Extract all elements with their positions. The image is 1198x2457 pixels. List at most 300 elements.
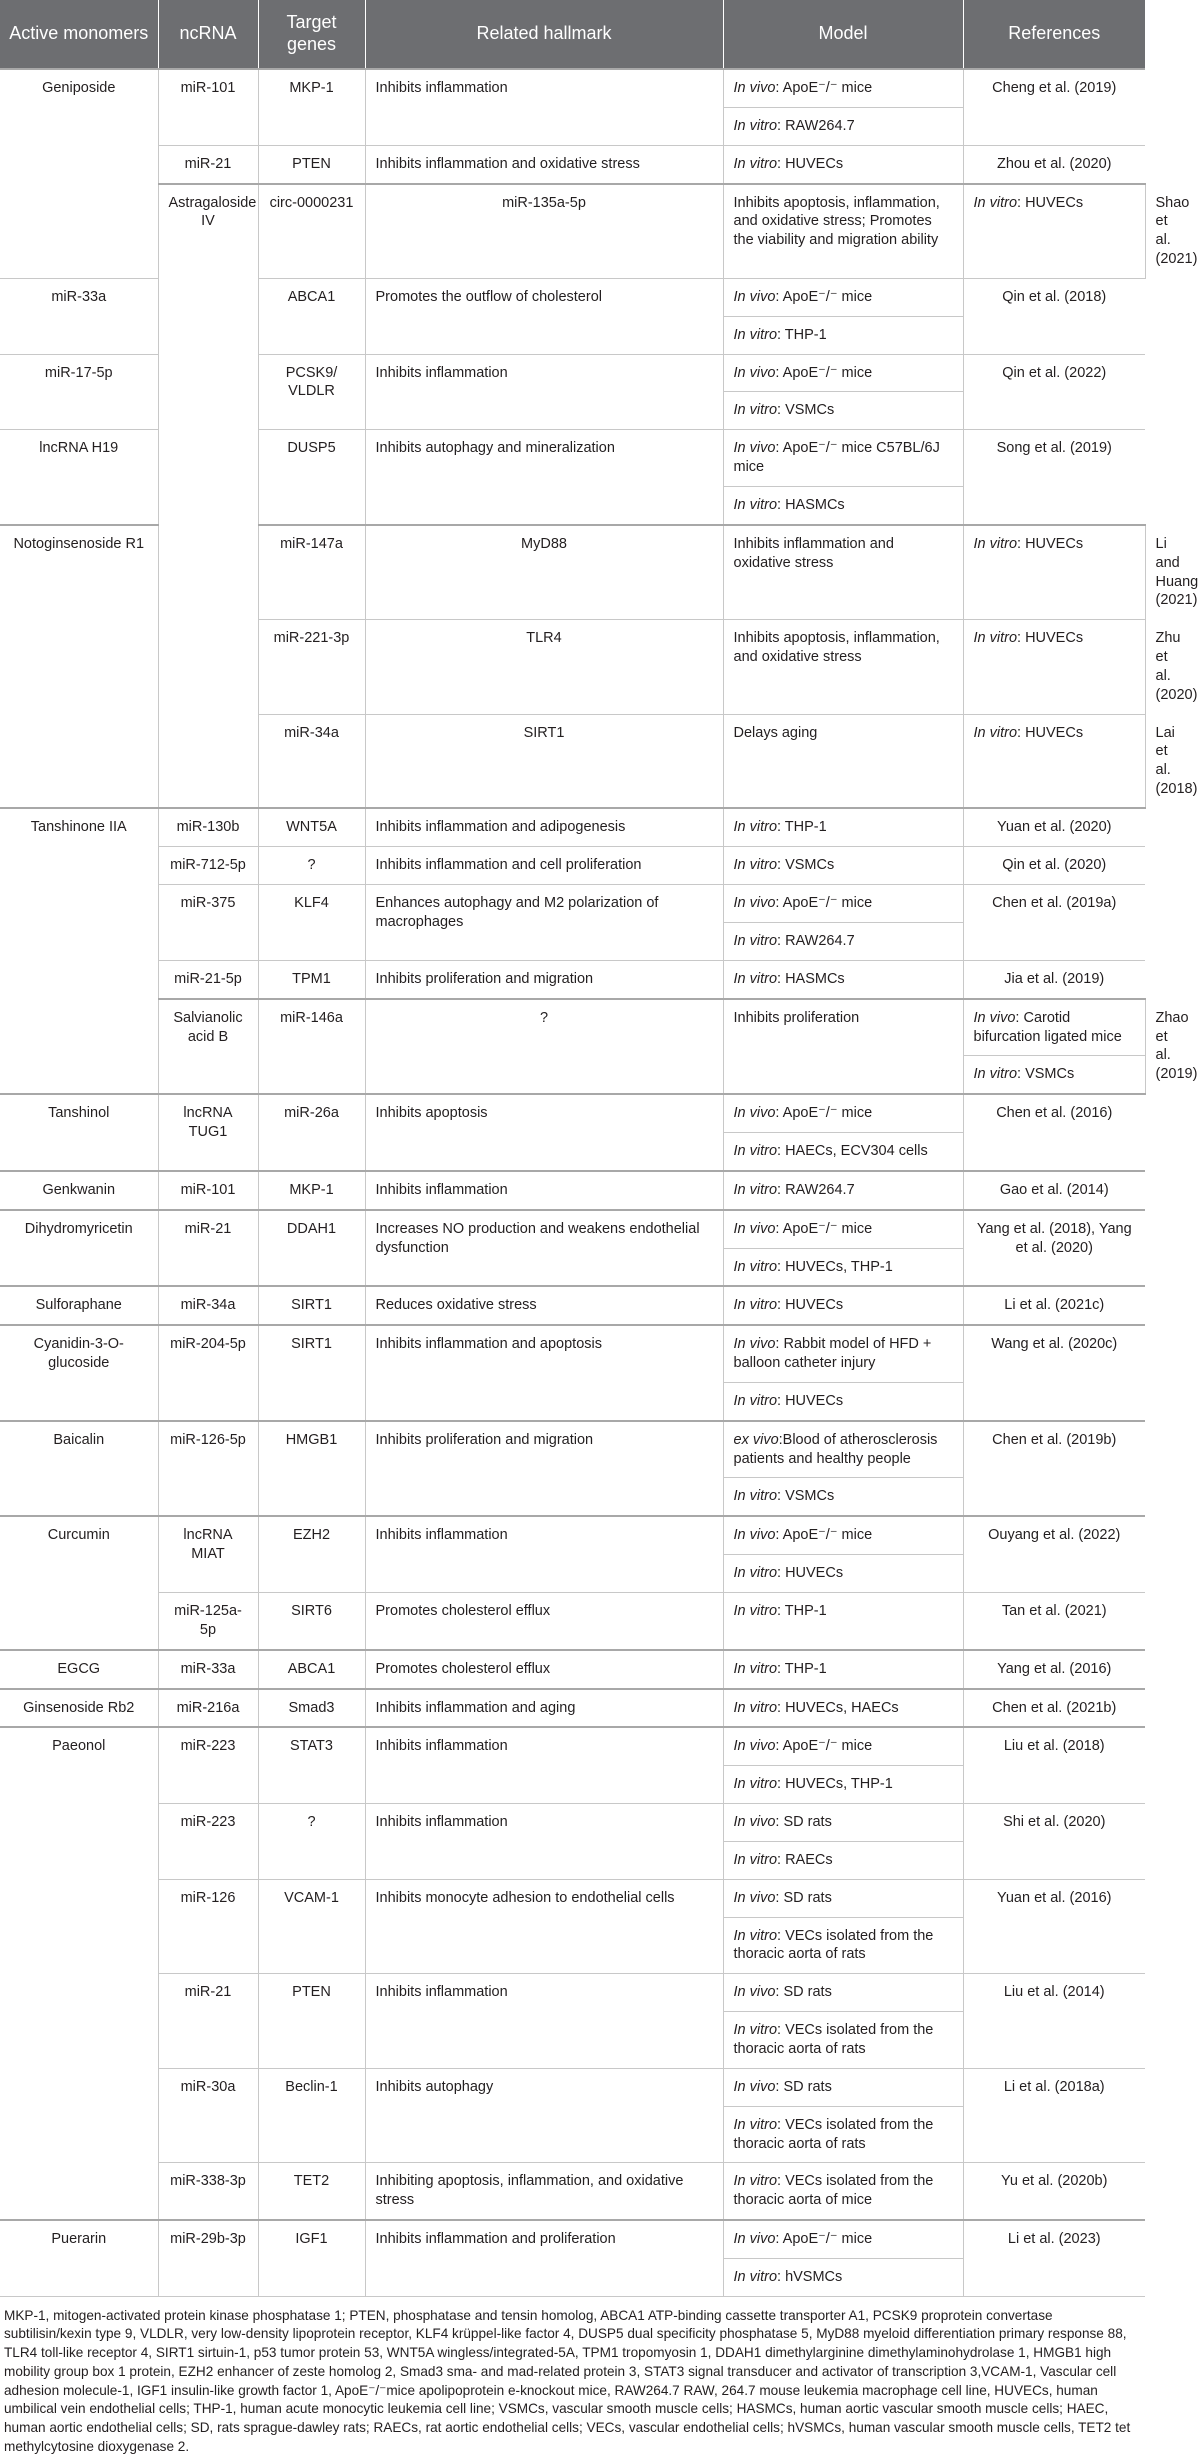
model-cell bbox=[963, 620, 1145, 714]
active-monomer-cell: Geniposide bbox=[0, 69, 158, 278]
hallmark-cell: Promotes cholesterol efflux bbox=[365, 1650, 723, 1689]
target-gene-cell: STAT3 bbox=[258, 1727, 365, 1803]
model-description: : HUVECs bbox=[1017, 194, 1084, 211]
table-body bbox=[0, 69, 1198, 2296]
ncrna-cell: miR-223 bbox=[158, 1804, 258, 1880]
model-line bbox=[734, 1983, 953, 2002]
model-description: : VSMCs bbox=[777, 402, 835, 419]
target-gene-cell: ? bbox=[365, 999, 723, 1095]
model-type-label: In vivo bbox=[733, 1527, 776, 1544]
hallmark-cell: Inhibits inflammation bbox=[365, 1516, 723, 1592]
model-line bbox=[734, 1813, 953, 1832]
ncrna-cell: miR-101 bbox=[158, 69, 258, 145]
reference-cell: Yang et al. (2018), Yang et al. (2020) bbox=[963, 1210, 1145, 1287]
hallmark-cell: Promotes the outflow of cholesterol bbox=[365, 278, 723, 354]
table-row bbox=[0, 808, 1145, 846]
table-row bbox=[0, 1210, 1145, 1287]
model-line bbox=[724, 316, 963, 345]
model-type-label: In vitro bbox=[733, 1776, 778, 1793]
model-description: : HUVECs, HAECs bbox=[777, 1699, 899, 1716]
active-monomer-cell: Tanshinol bbox=[0, 1094, 158, 1171]
model-type-label: In vitro bbox=[733, 1565, 778, 1582]
model-type-label: In vivo bbox=[973, 1009, 1016, 1026]
target-gene-cell: PTEN bbox=[258, 1974, 365, 2069]
model-cell bbox=[723, 1286, 963, 1325]
model-line bbox=[734, 1181, 953, 1200]
model-line bbox=[734, 288, 953, 307]
table-row: miR-34a SIRT1 Delays aging In vitro: HUVECs Lai et al. (2018) bbox=[0, 714, 1145, 808]
model-cell bbox=[723, 2220, 963, 2296]
model-cell bbox=[723, 885, 963, 961]
model-line bbox=[734, 1296, 953, 1315]
model-line bbox=[974, 1009, 1135, 1047]
ncrna-cell: miR-216a bbox=[158, 1689, 258, 1728]
table-row bbox=[0, 1650, 1145, 1689]
reference-cell: Li et al. (2018a) bbox=[963, 2068, 1145, 2163]
hallmark-cell: Inhibits apoptosis, inflammation, and oxidative stress; Promotes the viability and migration ability bbox=[723, 184, 963, 279]
active-monomer-cell: Dihydromyricetin bbox=[0, 1210, 158, 1287]
model-description: : VECs isolated from the thoracic aorta of rats bbox=[733, 2116, 934, 2152]
hallmark-cell: Inhibits inflammation and proliferation bbox=[365, 2220, 723, 2296]
table-row bbox=[0, 2220, 1145, 2296]
model-description: :Blood of atherosclerosis patients and healthy people bbox=[733, 1431, 938, 1467]
model-line bbox=[734, 1431, 953, 1469]
ncrna-cell: miR-33a bbox=[158, 1650, 258, 1689]
ncrna-cell: miR-126 bbox=[158, 1879, 258, 1974]
model-type-label: In vitro bbox=[733, 970, 778, 987]
reference-cell: Chen et al. (2016) bbox=[963, 1094, 1145, 1171]
target-gene-cell: VCAM-1 bbox=[258, 1879, 365, 1974]
model-line bbox=[734, 1660, 953, 1679]
model-cell bbox=[963, 184, 1145, 279]
target-gene-cell: SIRT1 bbox=[258, 1325, 365, 1421]
model-line bbox=[724, 2106, 963, 2154]
hallmark-cell: Inhibits inflammation bbox=[365, 1974, 723, 2069]
model-description: : VSMCs bbox=[777, 857, 835, 874]
model-description: : HUVECs, THP-1 bbox=[777, 1258, 893, 1275]
model-cell bbox=[723, 2068, 963, 2163]
model-type-label: In vivo bbox=[733, 1105, 776, 1122]
hallmark-cell: Inhibits inflammation and adipogenesis bbox=[365, 808, 723, 846]
model-line bbox=[724, 922, 963, 951]
model-type-label: In vitro bbox=[733, 2268, 778, 2285]
model-cell bbox=[723, 1325, 963, 1421]
table-row bbox=[0, 2068, 1145, 2163]
model-type-label: In vitro bbox=[973, 535, 1018, 552]
model-line bbox=[724, 391, 963, 420]
table-row bbox=[0, 885, 1145, 961]
table-row: Notoginsenoside R1 miR-147a MyD88 Inhibits inflammation and oxidative stress In vitro: HUVECs Li and Huang (2021) bbox=[0, 525, 1145, 620]
model-type-label: In vitro bbox=[733, 155, 778, 172]
model-line bbox=[734, 439, 953, 477]
target-gene-cell: HMGB1 bbox=[258, 1421, 365, 1517]
ncrna-cell: miR-21 bbox=[158, 145, 258, 183]
reference-cell: Qin et al. (2022) bbox=[963, 354, 1145, 430]
col-header-target-genes: Target genes bbox=[258, 0, 365, 69]
model-type-label: In vitro bbox=[733, 117, 778, 134]
table-row bbox=[0, 1974, 1145, 2069]
table-row bbox=[0, 1727, 1145, 1803]
model-cell bbox=[723, 960, 963, 998]
model-type-label: In vivo bbox=[733, 80, 776, 96]
hallmark-cell: Delays aging bbox=[723, 714, 963, 808]
active-monomer-cell: Puerarin bbox=[0, 2220, 158, 2296]
footnote: MKP-1, mitogen-activated protein kinase phosphatase 1; PTEN, phosphatase and tensin homolog, ABCA1 ATP-binding cassette transporter A1, PCSK9 proprotein convertase subtilisin/kexin type 9, VLDLR, very low-density lipoprotein receptor, KLF4 krüppel-like factor 4, DUSP5 dual specificity phosphatase 5, MyD88 myeloid differentiation primary response 88, TLR4 toll-like receptor 4, SIRT1 sirtuin-1, p53 tumor protein 53, WNT5A wingless/integrated-5A, TPM1 tropomyosin 1, DDAH1 dimethylarginine dimethylaminohydrolase 1, HMGB1 high mobility group box 1 protein, EZH2 enhancer of zeste homolog 2, Smad3 sma- and mad-related protein 3, STAT3 signal transducer and activator of transcription 3,VCAM-1, Vascular cell adhesion molecule-1, IGF1 insulin-like growth factor 1, ApoE⁻/⁻mice apolipoprotein e-knockout mice, RAW264.7 RAW, 264.7 mouse leukemia macrophage cell line, HUVECs, human umbilical vein endothelial cells; THP-1, human acute monocytic leukemia cell line; VSMCs, vascular smooth muscle cells; HASMCs, human aortic vascular smooth muscle cells; HAEC, human aortic endothelial cells; SD, rats sprague-dawley rats; RAECs, rat aortic endothelial cells; VECs, vascular endothelial cells; hVSMCs, human vascular smooth muscle cells, TET2 tet methylcytosine dioxygenase 2. bbox=[4, 2307, 1131, 2454]
target-gene-cell: DDAH1 bbox=[258, 1210, 365, 1287]
ncrna-cell: lncRNA H19 bbox=[0, 430, 158, 525]
table-row: Salvianolic acid B miR-146a ? Inhibits proliferation In vivo: Carotid bifurcation ligated mice In vitro: VSMCs Zhao et al. (2019) bbox=[0, 999, 1145, 1095]
hallmark-cell: Inhibits inflammation and cell proliferation bbox=[365, 847, 723, 885]
model-description: : HUVECs bbox=[1017, 535, 1084, 552]
model-type-label: In vivo bbox=[733, 364, 776, 381]
table-row bbox=[0, 1325, 1145, 1421]
model-type-label: In vitro bbox=[973, 630, 1018, 647]
model-cell bbox=[723, 1516, 963, 1592]
model-line bbox=[724, 1841, 963, 1870]
model-cell bbox=[723, 1593, 963, 1650]
model-description: : ApoE⁻/⁻ mice bbox=[775, 288, 873, 305]
model-type-label: In vitro bbox=[973, 194, 1018, 211]
ncrna-cell: miR-712-5p bbox=[158, 847, 258, 885]
model-cell bbox=[963, 999, 1145, 1095]
target-gene-cell: MyD88 bbox=[365, 525, 723, 620]
model-line bbox=[724, 2258, 963, 2287]
model-line bbox=[734, 1335, 953, 1373]
model-cell bbox=[723, 1421, 963, 1517]
ncrna-cell: lncRNA TUG1 bbox=[158, 1094, 258, 1171]
hallmark-cell: Inhibits proliferation and migration bbox=[365, 960, 723, 998]
col-header-active-monomers: Active monomers bbox=[0, 0, 158, 69]
reference-cell: Chen et al. (2019a) bbox=[963, 885, 1145, 961]
target-gene-cell: EZH2 bbox=[258, 1516, 365, 1592]
ncrna-cell: miR-338-3p bbox=[158, 2163, 258, 2220]
model-cell bbox=[723, 1650, 963, 1689]
ncrna-cell: miR-375 bbox=[158, 885, 258, 961]
model-line bbox=[974, 724, 1135, 743]
model-type-label: In vivo bbox=[733, 1738, 776, 1755]
model-cell bbox=[723, 430, 963, 525]
target-gene-cell: SIRT6 bbox=[258, 1593, 365, 1650]
ncrna-cell: miR-126-5p bbox=[158, 1421, 258, 1517]
target-gene-cell: Smad3 bbox=[258, 1689, 365, 1728]
table-row bbox=[0, 960, 1145, 998]
model-type-label: In vivo bbox=[733, 1889, 776, 1906]
model-type-label: In vivo bbox=[733, 440, 776, 457]
target-gene-cell: SIRT1 bbox=[365, 714, 723, 808]
table-row bbox=[0, 69, 1145, 145]
reference-cell: Liu et al. (2018) bbox=[963, 1727, 1145, 1803]
active-monomer-cell: Paeonol bbox=[0, 1727, 158, 2220]
reference-cell: Gao et al. (2014) bbox=[963, 1171, 1145, 1210]
model-line bbox=[724, 1132, 963, 1161]
model-description: : THP-1 bbox=[777, 1660, 827, 1677]
reference-cell: Song et al. (2019) bbox=[963, 430, 1145, 525]
model-description: : HUVECs bbox=[1017, 630, 1084, 647]
target-gene-cell: SIRT1 bbox=[258, 1286, 365, 1325]
model-description: : RAECs bbox=[777, 1851, 833, 1868]
ncrna-cell: miR-33a bbox=[0, 278, 158, 354]
ncrna-cell: miR-125a-5p bbox=[158, 1593, 258, 1650]
model-type-label: In vitro bbox=[733, 819, 778, 836]
hallmark-cell: Inhibits inflammation bbox=[365, 1727, 723, 1803]
model-type-label: In vitro bbox=[733, 1181, 778, 1198]
model-cell bbox=[723, 145, 963, 183]
model-line bbox=[734, 1220, 953, 1239]
model-description: : HUVECs bbox=[1017, 724, 1084, 741]
model-type-label: In vivo bbox=[733, 288, 776, 305]
hallmark-cell: Inhibits proliferation bbox=[723, 999, 963, 1095]
model-line bbox=[974, 194, 1135, 213]
reference-cell: Chen et al. (2019b) bbox=[963, 1421, 1145, 1517]
table-row bbox=[0, 1286, 1145, 1325]
ncrna-cell: miR-21-5p bbox=[158, 960, 258, 998]
model-description: : THP-1 bbox=[777, 819, 827, 836]
reference-cell: Liu et al. (2014) bbox=[963, 1974, 1145, 2069]
model-description: : hVSMCs bbox=[777, 2268, 843, 2285]
model-description: : VSMCs bbox=[1017, 1066, 1075, 1083]
model-line bbox=[734, 1602, 953, 1621]
model-line bbox=[734, 155, 953, 174]
table-row bbox=[0, 1879, 1145, 1974]
hallmark-cell: Inhibits apoptosis, inflammation, and oxidative stress bbox=[723, 620, 963, 714]
active-monomer-cell: Genkwanin bbox=[0, 1171, 158, 1210]
ncrna-cell: circ-0000231 bbox=[258, 184, 365, 279]
model-description: : VECs isolated from the thoracic aorta of mice bbox=[733, 2173, 934, 2209]
target-gene-cell: miR-26a bbox=[258, 1094, 365, 1171]
hallmark-cell: Increases NO production and weakens endothelial dysfunction bbox=[365, 1210, 723, 1287]
model-line bbox=[734, 818, 953, 837]
model-type-label: In vivo bbox=[733, 1336, 776, 1353]
model-description: : SD rats bbox=[775, 1889, 832, 1906]
active-monomer-cell: Astragaloside IV bbox=[158, 184, 258, 809]
model-type-label: In vitro bbox=[733, 2116, 778, 2133]
target-gene-cell: PTEN bbox=[258, 145, 365, 183]
active-monomer-cell: Ginsenoside Rb2 bbox=[0, 1689, 158, 1728]
model-line bbox=[724, 1382, 963, 1411]
model-cell bbox=[723, 808, 963, 846]
model-line bbox=[734, 79, 953, 98]
ncrna-cell: lncRNA MIAT bbox=[158, 1516, 258, 1592]
model-line bbox=[734, 1889, 953, 1908]
model-description: : THP-1 bbox=[777, 1603, 827, 1619]
model-cell bbox=[723, 1171, 963, 1210]
table-row bbox=[0, 1804, 1145, 1880]
model-type-label: In vitro bbox=[733, 496, 778, 513]
table-row bbox=[0, 1593, 1145, 1650]
hallmark-cell: Inhibits inflammation bbox=[365, 1804, 723, 1880]
model-line bbox=[724, 107, 963, 136]
model-type-label: In vivo bbox=[733, 1220, 776, 1237]
model-type-label: In vitro bbox=[733, 2022, 778, 2039]
table-row bbox=[0, 1421, 1145, 1517]
hallmark-cell: Enhances autophagy and M2 polarization of macrophages bbox=[365, 885, 723, 961]
model-line bbox=[734, 364, 953, 383]
table-row bbox=[0, 1516, 1145, 1592]
model-line bbox=[734, 2172, 953, 2210]
model-cell bbox=[723, 2163, 963, 2220]
model-cell bbox=[723, 1210, 963, 1287]
model-description: : VECs isolated from the thoracic aorta of rats bbox=[733, 2022, 934, 2057]
model-cell bbox=[723, 1879, 963, 1974]
ncrna-cell: miR-21 bbox=[158, 1974, 258, 2069]
model-cell bbox=[723, 1974, 963, 2069]
ncrna-cell: miR-30a bbox=[158, 2068, 258, 2163]
col-header-ncrna: ncRNA bbox=[158, 0, 258, 69]
ncrna-cell: miR-29b-3p bbox=[158, 2220, 258, 2296]
model-description: : HUVECs bbox=[777, 1392, 844, 1409]
model-description: : ApoE⁻/⁻ mice C57BL/6J mice bbox=[733, 440, 940, 476]
model-cell bbox=[723, 1727, 963, 1803]
header-row bbox=[0, 0, 1145, 69]
model-line bbox=[734, 1699, 953, 1718]
active-monomer-cell: EGCG bbox=[0, 1650, 158, 1689]
ncrna-cell: miR-204-5p bbox=[158, 1325, 258, 1421]
target-gene-cell: TET2 bbox=[258, 2163, 365, 2220]
model-cell bbox=[723, 1094, 963, 1171]
active-monomer-cell: Notoginsenoside R1 bbox=[0, 525, 158, 809]
model-line bbox=[734, 1104, 953, 1123]
model-type-label: In vitro bbox=[733, 1143, 778, 1160]
model-description: : SD rats bbox=[775, 1814, 832, 1831]
target-gene-cell: ? bbox=[258, 847, 365, 885]
model-type-label: In vivo bbox=[733, 2231, 776, 2248]
ncrna-cell: miR-223 bbox=[158, 1727, 258, 1803]
model-type-label: In vitro bbox=[733, 932, 778, 949]
reference-cell: Li et al. (2021c) bbox=[963, 1286, 1145, 1325]
active-monomer-cell: Cyanidin-3-O-glucoside bbox=[0, 1325, 158, 1421]
model-line bbox=[734, 856, 953, 875]
ncrna-cell: miR-221-3p bbox=[258, 620, 365, 714]
table-row: miR-221-3p TLR4 Inhibits apoptosis, inflammation, and oxidative stress In vitro: HUVECs Zhu et al. (2020) bbox=[0, 620, 1145, 714]
hallmark-cell: Inhibits inflammation bbox=[365, 354, 723, 430]
model-description: : SD rats bbox=[775, 2078, 832, 2095]
reference-cell: Shi et al. (2020) bbox=[963, 1804, 1145, 1880]
target-gene-cell: MKP-1 bbox=[258, 1171, 365, 1210]
model-description: : HAECs, ECV304 cells bbox=[777, 1143, 928, 1160]
target-gene-cell: TPM1 bbox=[258, 960, 365, 998]
hallmark-cell: Inhibits inflammation bbox=[365, 1171, 723, 1210]
model-description: : HUVECs, THP-1 bbox=[777, 1776, 893, 1793]
model-type-label: In vitro bbox=[733, 1851, 778, 1868]
target-gene-cell: PCSK9/ VLDLR bbox=[258, 354, 365, 430]
hallmark-cell: Inhibits monocyte adhesion to endothelial cells bbox=[365, 1879, 723, 1974]
model-description: : ApoE⁻/⁻ mice bbox=[775, 1527, 873, 1544]
target-gene-cell: miR-135a-5p bbox=[365, 184, 723, 279]
hallmark-cell: Inhibits inflammation and oxidative stress bbox=[365, 145, 723, 183]
model-type-label: In vitro bbox=[973, 1066, 1018, 1083]
model-line bbox=[734, 2078, 953, 2097]
model-description: : HUVECs bbox=[777, 155, 844, 172]
active-monomer-cell: Salvianolic acid B bbox=[158, 999, 258, 1095]
hallmark-cell: Inhibits inflammation and apoptosis bbox=[365, 1325, 723, 1421]
reference-cell: Wang et al. (2020c) bbox=[963, 1325, 1145, 1421]
table-row: Astragaloside IV circ-0000231 miR-135a-5p Inhibits apoptosis, inflammation, and oxidative stress; Promotes the viability and migration ability In vitro: HUVECs Shao et al. (2021) bbox=[0, 184, 1145, 279]
model-description: : Rabbit model of HFD + balloon catheter injury bbox=[733, 1336, 932, 1372]
active-monomer-cell: Curcumin bbox=[0, 1516, 158, 1649]
hallmark-cell: Inhibiting apoptosis, inflammation, and oxidative stress bbox=[365, 2163, 723, 2220]
table-row bbox=[0, 2163, 1145, 2220]
model-description: : ApoE⁻/⁻ mice bbox=[775, 364, 873, 381]
model-cell bbox=[723, 1689, 963, 1728]
model-cell bbox=[963, 525, 1145, 620]
model-type-label: In vivo bbox=[733, 2078, 776, 2095]
model-type-label: In vitro bbox=[733, 857, 778, 874]
reference-cell: Yu et al. (2020b) bbox=[963, 2163, 1145, 2220]
reference-cell: Ouyang et al. (2022) bbox=[963, 1516, 1145, 1592]
model-type-label: ex vivo bbox=[733, 1431, 779, 1448]
reference-cell: Cheng et al. (2019) bbox=[963, 69, 1145, 145]
model-line bbox=[724, 486, 963, 515]
model-type-label: In vitro bbox=[733, 1488, 778, 1505]
model-line bbox=[964, 1055, 1145, 1084]
model-description: : VSMCs bbox=[777, 1488, 835, 1505]
ncrna-cell: miR-17-5p bbox=[0, 354, 158, 430]
hallmark-cell: Inhibits autophagy bbox=[365, 2068, 723, 2163]
model-cell bbox=[723, 278, 963, 354]
model-cell bbox=[723, 847, 963, 885]
model-line bbox=[734, 2230, 953, 2249]
target-gene-cell: MKP-1 bbox=[258, 69, 365, 145]
reference-cell: Li et al. (2023) bbox=[963, 2220, 1145, 2296]
target-gene-cell: TLR4 bbox=[365, 620, 723, 714]
model-cell bbox=[723, 1804, 963, 1880]
active-monomer-cell: Sulforaphane bbox=[0, 1286, 158, 1325]
model-description: : HASMCs bbox=[777, 970, 845, 987]
model-type-label: In vitro bbox=[733, 1660, 778, 1677]
model-type-label: In vitro bbox=[733, 2173, 778, 2190]
model-line bbox=[734, 1737, 953, 1756]
model-description: : RAW264.7 bbox=[777, 1181, 855, 1198]
table-row bbox=[0, 847, 1145, 885]
table-row bbox=[0, 145, 1145, 183]
model-type-label: In vitro bbox=[733, 402, 778, 419]
reference-cell: Jia et al. (2019) bbox=[963, 960, 1145, 998]
reference-cell: Yang et al. (2016) bbox=[963, 1650, 1145, 1689]
target-gene-cell: IGF1 bbox=[258, 2220, 365, 2296]
model-type-label: In vitro bbox=[733, 1603, 778, 1619]
model-description: : SD rats bbox=[775, 1984, 832, 2001]
hallmark-cell: Inhibits apoptosis bbox=[365, 1094, 723, 1171]
hallmark-cell: Inhibits inflammation and oxidative stress bbox=[723, 525, 963, 620]
model-type-label: In vivo bbox=[733, 1814, 776, 1831]
col-header-related-hallmark: Related hallmark bbox=[365, 0, 723, 69]
model-description: : ApoE⁻/⁻ mice bbox=[775, 1220, 873, 1237]
model-type-label: In vivo bbox=[733, 895, 776, 912]
model-description: : THP-1 bbox=[777, 326, 827, 343]
reference-cell: Yuan et al. (2016) bbox=[963, 1879, 1145, 1974]
reference-cell: Yuan et al. (2020) bbox=[963, 808, 1145, 846]
model-line bbox=[724, 1248, 963, 1277]
model-line bbox=[724, 1765, 963, 1794]
model-type-label: In vitro bbox=[733, 1392, 778, 1409]
hallmark-cell: Inhibits inflammation and aging bbox=[365, 1689, 723, 1728]
col-header-model: Model bbox=[723, 0, 963, 69]
active-monomer-cell: Tanshinone IIA bbox=[0, 808, 158, 1094]
target-gene-cell: Beclin-1 bbox=[258, 2068, 365, 2163]
table-row bbox=[0, 1171, 1145, 1210]
model-type-label: In vitro bbox=[733, 1297, 778, 1314]
hallmark-cell: Reduces oxidative stress bbox=[365, 1286, 723, 1325]
target-gene-cell: WNT5A bbox=[258, 808, 365, 846]
model-type-label: In vitro bbox=[733, 326, 778, 343]
ncrna-cell: miR-130b bbox=[158, 808, 258, 846]
model-line bbox=[724, 1477, 963, 1506]
model-type-label: In vitro bbox=[733, 1258, 778, 1275]
model-description: : RAW264.7 bbox=[777, 117, 855, 134]
hallmark-cell: Inhibits autophagy and mineralization bbox=[365, 430, 723, 525]
ncrna-cell: miR-101 bbox=[158, 1171, 258, 1210]
model-line bbox=[974, 535, 1135, 554]
